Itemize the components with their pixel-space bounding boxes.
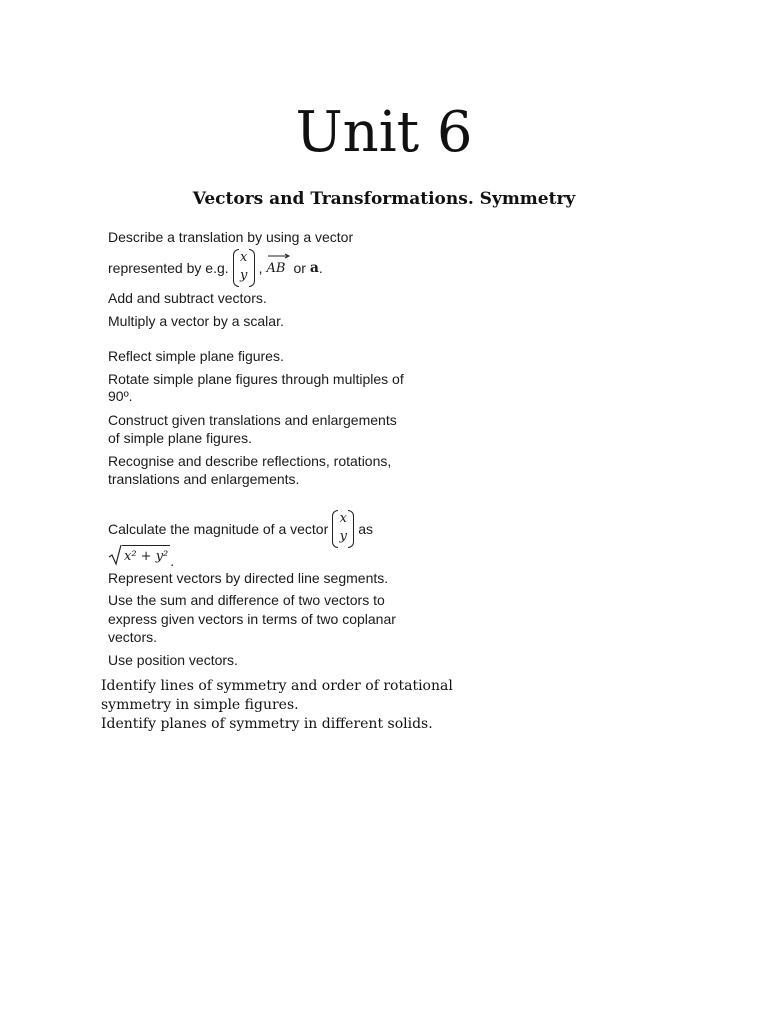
- column-vector-bottom: y: [239, 268, 248, 283]
- objective-position: Use position vectors.: [108, 652, 238, 668]
- translation-or: or: [293, 259, 306, 276]
- magnitude-end: .: [170, 553, 175, 569]
- objective-translation-line1: Describe a translation by using a vector: [108, 229, 354, 245]
- objective-translation-line2: [108, 248, 323, 288]
- objective-recognise-line2: translations and enlargements.: [108, 471, 300, 487]
- translation-end: .: [318, 259, 323, 276]
- objective-sum-line2: express given vectors in terms of two coplanar: [108, 611, 396, 627]
- sqrt-radicand: x² + y²: [122, 545, 170, 566]
- vector-a: a: [309, 259, 319, 276]
- vector-ab-label: AB: [266, 260, 286, 276]
- objective-represent: Represent vectors by directed line segments.: [108, 570, 389, 586]
- symmetry-line1: Identify lines of symmetry and order of rotational: [101, 678, 453, 694]
- column-vector-xy: [233, 249, 255, 287]
- vector-ab: [267, 259, 286, 278]
- magnitude-as: as: [358, 520, 374, 537]
- objective-magnitude-line1: [108, 509, 373, 549]
- magnitude-prefix: Calculate the magnitude of a vector: [108, 520, 329, 537]
- objective-rotate-line2: 90º.: [108, 388, 133, 404]
- objective-sum-line1: Use the sum and difference of two vectors to: [108, 592, 385, 608]
- objective-multiply-scalar: Multiply a vector by a scalar.: [108, 313, 284, 329]
- symmetry-line3: Identify planes of symmetry in different solids.: [101, 716, 433, 732]
- symmetry-line2: symmetry in simple figures.: [101, 697, 299, 713]
- right-arrow-icon: [267, 253, 291, 259]
- unit-subtitle: Vectors and Transformations. Symmetry: [192, 189, 576, 209]
- column-vector-top: x: [239, 250, 248, 265]
- objective-rotate-line1: Rotate simple plane figures through multiples of: [108, 371, 404, 387]
- objective-sum-line3: vectors.: [108, 629, 158, 645]
- magnitude-column-vector: [332, 510, 354, 548]
- objective-add-subtract: Add and subtract vectors.: [108, 290, 267, 306]
- sqrt-expression: [108, 544, 170, 566]
- objective-reflect: Reflect simple plane figures.: [108, 348, 284, 364]
- column-vector-bottom: y: [339, 529, 347, 544]
- vector-separator: ,: [258, 259, 263, 276]
- objective-construct-line2: of simple plane figures.: [108, 430, 252, 446]
- objective-recognise-line1: Recognise and describe reflections, rotations,: [108, 453, 392, 469]
- right-bracket: [348, 510, 354, 548]
- unit-title: Unit 6: [295, 100, 473, 165]
- right-bracket: [249, 249, 255, 287]
- objective-magnitude-line2: [108, 544, 174, 571]
- objective-construct-line1: Construct given translations and enlargements: [108, 412, 397, 428]
- square-root-icon: [108, 544, 122, 566]
- column-vector-top: x: [339, 511, 347, 526]
- translation-prefix: represented by e.g.: [108, 259, 229, 276]
